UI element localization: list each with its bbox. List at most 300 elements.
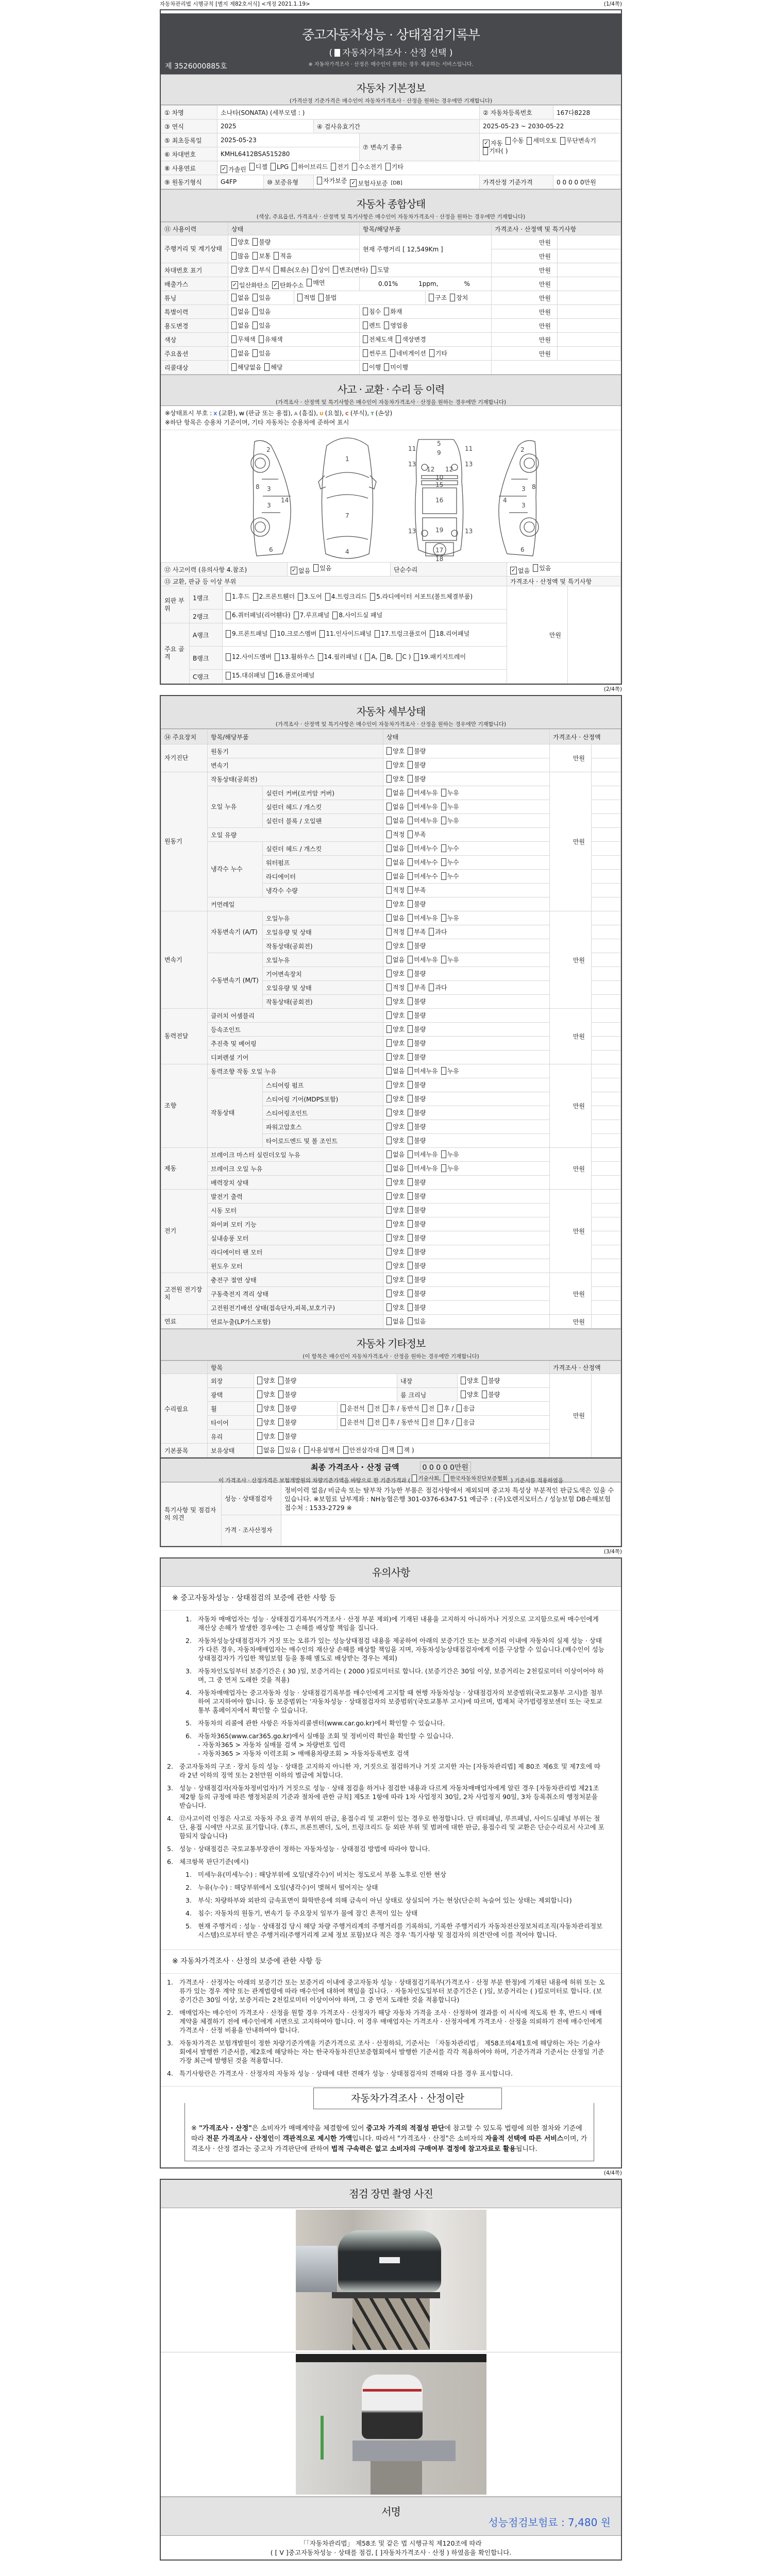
- checkbox-option[interactable]: [386, 997, 405, 1006]
- checkbox-option[interactable]: [231, 335, 256, 344]
- checkbox-icon[interactable]: [226, 672, 231, 680]
- checkbox-option[interactable]: [408, 1219, 426, 1228]
- checkbox-icon[interactable]: [274, 266, 279, 274]
- checkbox-icon[interactable]: [429, 349, 434, 357]
- checkbox-option[interactable]: [257, 1390, 275, 1399]
- checkbox-icon[interactable]: [231, 252, 237, 260]
- checkbox-icon[interactable]: [226, 593, 231, 601]
- checkbox-icon[interactable]: [438, 1418, 443, 1426]
- checkbox-icon[interactable]: [483, 147, 488, 155]
- checkbox-option[interactable]: [441, 844, 459, 853]
- checkbox-icon[interactable]: [292, 163, 297, 171]
- checkbox-icon[interactable]: [294, 612, 299, 619]
- checkbox-option[interactable]: [408, 969, 426, 978]
- checkbox-icon[interactable]: [429, 928, 434, 936]
- checkbox-option[interactable]: [408, 858, 438, 867]
- checkbox-option[interactable]: [343, 1446, 379, 1454]
- note-cell[interactable]: [592, 870, 621, 884]
- checkbox-option[interactable]: [408, 774, 426, 783]
- checkbox-icon[interactable]: [386, 761, 392, 769]
- note-cell[interactable]: [592, 758, 621, 772]
- checkbox-option[interactable]: [278, 1376, 296, 1385]
- checkbox-option[interactable]: [408, 1108, 426, 1117]
- checkbox-icon[interactable]: [441, 1150, 446, 1158]
- checkbox-icon[interactable]: [408, 1178, 413, 1186]
- checkbox-option[interactable]: [461, 1376, 479, 1385]
- note-cell[interactable]: [592, 1050, 621, 1064]
- checkbox-icon[interactable]: [408, 914, 413, 922]
- checkbox-icon[interactable]: [312, 266, 317, 274]
- checkbox-icon[interactable]: [363, 321, 368, 329]
- checkbox-icon[interactable]: [438, 1404, 443, 1412]
- checkbox-icon[interactable]: [386, 1067, 392, 1075]
- note-cell[interactable]: [592, 1037, 621, 1050]
- checkbox-icon[interactable]: [386, 1248, 392, 1256]
- checkbox-option[interactable]: [370, 593, 473, 601]
- checkbox-icon[interactable]: [408, 1025, 413, 1033]
- checkbox-option[interactable]: [408, 997, 426, 1006]
- note-cell[interactable]: [558, 249, 621, 263]
- checkbox-icon[interactable]: [298, 593, 303, 601]
- checkbox-icon[interactable]: [441, 1067, 446, 1075]
- note-cell[interactable]: [592, 911, 621, 925]
- checkbox-icon[interactable]: [278, 1446, 283, 1454]
- checkbox-icon[interactable]: [408, 997, 413, 1005]
- checkbox-icon[interactable]: [386, 1039, 392, 1047]
- checkbox-option[interactable]: [304, 1446, 340, 1454]
- checkbox-icon[interactable]: [386, 1025, 392, 1033]
- checkbox-option[interactable]: [386, 1289, 405, 1298]
- checkbox-option[interactable]: [386, 913, 405, 922]
- checkbox-option[interactable]: [253, 265, 271, 274]
- checkbox-option[interactable]: [363, 307, 381, 316]
- checkbox-option[interactable]: [408, 900, 426, 908]
- checkbox-icon[interactable]: [396, 653, 401, 661]
- checkbox-option[interactable]: [313, 564, 331, 572]
- checkbox-icon[interactable]: [341, 1404, 346, 1412]
- checkbox-option[interactable]: [253, 307, 271, 316]
- checkbox-icon[interactable]: [363, 349, 368, 357]
- checkbox-icon[interactable]: [396, 335, 401, 343]
- note-cell[interactable]: [592, 1217, 621, 1231]
- checkbox-icon[interactable]: [231, 335, 237, 343]
- checkbox-icon[interactable]: [430, 630, 435, 638]
- checkbox-option[interactable]: [386, 1066, 405, 1075]
- note-cell[interactable]: [592, 1078, 621, 1092]
- checkbox-icon[interactable]: [257, 1446, 262, 1454]
- checkbox-option[interactable]: [278, 1432, 296, 1440]
- checkbox-option[interactable]: [386, 1108, 405, 1117]
- note-cell[interactable]: [592, 842, 621, 856]
- checkbox-option[interactable]: [268, 672, 314, 680]
- checkbox-option[interactable]: [386, 802, 405, 811]
- checkbox-icon[interactable]: [386, 1220, 392, 1228]
- checkbox-icon[interactable]: [461, 1377, 466, 1384]
- checkbox-option[interactable]: [506, 137, 524, 145]
- checkbox-icon[interactable]: [408, 817, 413, 824]
- checkbox-icon[interactable]: [278, 1432, 283, 1440]
- note-cell[interactable]: [592, 828, 621, 842]
- note-cell[interactable]: [558, 305, 621, 319]
- note-cell[interactable]: [592, 1190, 621, 1204]
- checkbox-option[interactable]: [441, 913, 459, 922]
- checkbox-icon[interactable]: [408, 1123, 413, 1130]
- checkbox-icon[interactable]: [386, 1178, 392, 1186]
- checkbox-option[interactable]: [363, 321, 381, 330]
- checkbox-option[interactable]: [396, 335, 426, 344]
- checkbox-option[interactable]: [278, 1418, 296, 1427]
- checkbox-option[interactable]: [441, 1164, 459, 1173]
- checkbox-icon[interactable]: [414, 653, 419, 661]
- checkbox-icon[interactable]: [317, 177, 322, 184]
- checkbox-icon[interactable]: [365, 653, 370, 661]
- checkbox-option[interactable]: [384, 321, 408, 330]
- checkbox-icon[interactable]: [383, 1418, 388, 1426]
- note-cell[interactable]: [592, 1315, 621, 1329]
- checkbox-option[interactable]: [386, 983, 405, 992]
- checkbox-option[interactable]: [249, 162, 267, 171]
- checkbox-icon[interactable]: [297, 294, 303, 301]
- checkbox-icon[interactable]: [533, 564, 538, 572]
- checkbox-icon[interactable]: [253, 593, 258, 601]
- note-cell[interactable]: [592, 1204, 621, 1217]
- checkbox-icon[interactable]: [482, 1377, 487, 1384]
- checkbox-icon[interactable]: [386, 872, 392, 880]
- checkbox-icon[interactable]: [341, 1418, 346, 1426]
- checkbox-option[interactable]: [408, 816, 438, 825]
- checkbox-option[interactable]: [482, 1376, 500, 1385]
- checkbox-option[interactable]: [438, 1418, 453, 1427]
- checkbox-icon[interactable]: [370, 593, 375, 601]
- checkbox-option[interactable]: [422, 1418, 434, 1427]
- checkbox-option[interactable]: [386, 1233, 405, 1242]
- checkbox-option[interactable]: [365, 653, 377, 661]
- checkbox-icon[interactable]: [408, 1303, 413, 1311]
- checkbox-option[interactable]: [408, 913, 438, 922]
- checkbox-icon[interactable]: [408, 1276, 413, 1283]
- checkbox-option[interactable]: [408, 1053, 426, 1061]
- checkbox-option[interactable]: [408, 1206, 426, 1214]
- checkbox-icon[interactable]: [408, 858, 413, 866]
- checkbox-option[interactable]: [331, 162, 349, 171]
- note-cell[interactable]: [592, 884, 621, 897]
- checkbox-option[interactable]: [386, 1275, 405, 1284]
- checkbox-icon[interactable]: [408, 1081, 413, 1089]
- checkbox-option[interactable]: [264, 363, 282, 371]
- checkbox-icon[interactable]: [441, 914, 446, 922]
- checkbox-icon[interactable]: [386, 1137, 392, 1144]
- checkbox-option[interactable]: [386, 1303, 405, 1312]
- checkbox-option[interactable]: [363, 363, 381, 371]
- checkbox-icon[interactable]: [332, 612, 338, 619]
- checkbox-icon[interactable]: [408, 1234, 413, 1242]
- checkbox-icon[interactable]: [320, 630, 325, 638]
- checkbox-icon[interactable]: [383, 1404, 388, 1412]
- checkbox-option[interactable]: [408, 1164, 438, 1173]
- checkbox-icon[interactable]: [386, 1081, 392, 1089]
- checkbox-option[interactable]: [341, 1404, 365, 1413]
- checkbox-icon[interactable]: [408, 1011, 413, 1019]
- checkbox-icon[interactable]: [231, 308, 237, 315]
- checkbox-icon[interactable]: [386, 886, 392, 894]
- checkbox-option[interactable]: [386, 1136, 405, 1145]
- checkbox-option[interactable]: [383, 1418, 419, 1427]
- checkbox-option[interactable]: [298, 593, 322, 601]
- checkbox-icon[interactable]: [386, 858, 392, 866]
- checkbox-icon[interactable]: [408, 886, 413, 894]
- checkbox-option[interactable]: [259, 335, 283, 344]
- checkbox-icon[interactable]: [386, 1206, 392, 1214]
- checkbox-option[interactable]: [408, 1317, 426, 1326]
- checkbox-option[interactable]: [292, 162, 328, 171]
- checkbox-option[interactable]: [414, 653, 466, 661]
- checkbox-icon[interactable]: [268, 672, 274, 680]
- checkbox-icon[interactable]: [386, 775, 392, 783]
- checkbox-icon[interactable]: [527, 137, 532, 145]
- note-cell[interactable]: [592, 1259, 621, 1273]
- checkbox-option[interactable]: [386, 844, 405, 853]
- checkbox-icon[interactable]: [408, 1095, 413, 1103]
- checkbox-option[interactable]: [386, 1317, 405, 1326]
- checkbox-option[interactable]: [408, 1192, 426, 1200]
- checkbox-option[interactable]: [408, 802, 438, 811]
- checkbox-icon[interactable]: [386, 1276, 392, 1283]
- checkbox-icon[interactable]: [386, 844, 392, 852]
- checkbox-option[interactable]: [274, 265, 309, 274]
- checkbox-option[interactable]: [231, 307, 249, 316]
- checked-box-icon[interactable]: ✓: [221, 165, 227, 172]
- checkbox-icon[interactable]: [408, 1067, 413, 1075]
- checkbox-option[interactable]: [386, 1192, 405, 1200]
- checkbox-option[interactable]: [386, 1039, 405, 1047]
- note-cell[interactable]: [592, 1009, 621, 1023]
- note-cell[interactable]: [592, 1162, 621, 1176]
- note-cell[interactable]: [592, 939, 621, 953]
- checkbox-option[interactable]: [386, 760, 405, 769]
- checkbox-option[interactable]: [408, 1122, 426, 1131]
- checkbox-icon[interactable]: [325, 593, 330, 601]
- checkbox-option[interactable]: [271, 163, 289, 171]
- checkbox-icon[interactable]: [386, 1011, 392, 1019]
- checkbox-icon[interactable]: [253, 266, 258, 274]
- checkbox-icon[interactable]: [271, 630, 276, 638]
- checkbox-option[interactable]: [368, 1404, 380, 1413]
- checkbox-option[interactable]: [231, 265, 249, 274]
- checkbox-icon[interactable]: [371, 266, 376, 274]
- checkbox-option[interactable]: [231, 293, 249, 302]
- checkbox-icon[interactable]: [386, 942, 392, 950]
- checkbox-icon[interactable]: [352, 163, 357, 171]
- checkbox-option[interactable]: [386, 1261, 405, 1270]
- checkbox-option[interactable]: [457, 1404, 475, 1413]
- checkbox-icon[interactable]: [318, 294, 324, 301]
- checkbox-icon[interactable]: [253, 321, 258, 329]
- checkbox-option[interactable]: [253, 349, 271, 358]
- checkbox-icon[interactable]: [461, 1391, 466, 1398]
- note-cell[interactable]: [592, 1176, 621, 1190]
- checkbox-icon[interactable]: [386, 803, 392, 810]
- note-cell[interactable]: [592, 1148, 621, 1162]
- checkbox-option[interactable]: [363, 349, 387, 358]
- note-cell[interactable]: [592, 1064, 621, 1078]
- note-cell[interactable]: [592, 1231, 621, 1245]
- checkbox-option[interactable]: [457, 1418, 475, 1427]
- checkbox-option[interactable]: [278, 1390, 296, 1399]
- checkbox-icon[interactable]: [412, 1475, 417, 1482]
- checkbox-icon[interactable]: [408, 803, 413, 810]
- checkbox-option[interactable]: [408, 760, 426, 769]
- checkbox-option[interactable]: [412, 1475, 441, 1482]
- checkbox-icon[interactable]: [408, 844, 413, 852]
- checkbox-option[interactable]: [408, 747, 426, 755]
- checkbox-option[interactable]: [386, 872, 405, 880]
- checkbox-option[interactable]: [380, 653, 393, 661]
- checkbox-icon[interactable]: [386, 1262, 392, 1269]
- checkbox-option[interactable]: [226, 672, 265, 680]
- checkbox-option[interactable]: [438, 1404, 453, 1413]
- checkbox-option[interactable]: [430, 630, 469, 638]
- checkbox-icon[interactable]: [408, 928, 413, 936]
- checkbox-option[interactable]: [278, 1446, 301, 1454]
- checkbox-option[interactable]: [231, 238, 249, 246]
- checkbox-icon[interactable]: [441, 817, 446, 824]
- checkbox-icon[interactable]: [278, 1391, 283, 1398]
- note-cell[interactable]: [558, 263, 621, 277]
- checkbox-option[interactable]: [441, 788, 459, 797]
- checkbox-option[interactable]: [390, 349, 426, 358]
- checkbox-option[interactable]: [429, 927, 447, 936]
- checkbox-icon[interactable]: [441, 858, 446, 866]
- checkbox-option[interactable]: [253, 293, 271, 302]
- checkbox-option[interactable]: [386, 1080, 405, 1089]
- checkbox-option[interactable]: [408, 955, 438, 964]
- checkbox-icon[interactable]: [408, 1290, 413, 1297]
- note-cell[interactable]: [558, 319, 621, 333]
- note-cell[interactable]: [592, 800, 621, 814]
- checkbox-icon[interactable]: [253, 308, 258, 315]
- checked-box-icon[interactable]: ✓: [291, 567, 297, 573]
- checkbox-icon[interactable]: [257, 1432, 262, 1440]
- checkbox-icon[interactable]: [271, 163, 276, 171]
- checked-box-icon[interactable]: ✓: [483, 140, 489, 146]
- checkbox-option[interactable]: [386, 1178, 405, 1187]
- checkbox-icon[interactable]: [386, 831, 392, 838]
- checkbox-option[interactable]: [408, 1247, 426, 1256]
- checkbox-icon[interactable]: [386, 747, 392, 755]
- checkbox-option[interactable]: [271, 630, 316, 638]
- checkbox-icon[interactable]: [226, 653, 231, 661]
- checkbox-icon[interactable]: [253, 294, 258, 301]
- checkbox-option[interactable]: [253, 238, 271, 246]
- checkbox-icon[interactable]: [386, 1317, 392, 1325]
- checkbox-option[interactable]: [408, 1261, 426, 1270]
- checkbox-option[interactable]: [272, 281, 304, 290]
- checkbox-option[interactable]: [408, 1178, 426, 1187]
- checkbox-option[interactable]: [408, 1289, 426, 1298]
- checkbox-icon[interactable]: [257, 1377, 262, 1384]
- note-cell[interactable]: [592, 1245, 621, 1259]
- checkbox-option[interactable]: [221, 165, 246, 174]
- checkbox-option[interactable]: [318, 653, 362, 661]
- checkbox-option[interactable]: [386, 1011, 405, 1020]
- checkbox-icon[interactable]: [231, 294, 237, 301]
- checkbox-option[interactable]: [444, 1475, 508, 1482]
- checkbox-icon[interactable]: [408, 872, 413, 880]
- checkbox-option[interactable]: [408, 1275, 426, 1284]
- checkbox-icon[interactable]: [307, 279, 312, 286]
- checkbox-icon[interactable]: [408, 1039, 413, 1047]
- checkbox-option[interactable]: [386, 1053, 405, 1061]
- checkbox-icon[interactable]: [408, 956, 413, 963]
- checkbox-option[interactable]: [408, 1011, 426, 1020]
- note-cell[interactable]: [592, 744, 621, 758]
- checkbox-option[interactable]: [386, 1094, 405, 1103]
- checkbox-option[interactable]: [257, 1432, 275, 1440]
- checkbox-icon[interactable]: [441, 872, 446, 880]
- checkbox-option[interactable]: [384, 363, 408, 371]
- checkbox-option[interactable]: [386, 1122, 405, 1131]
- checkbox-option[interactable]: [350, 179, 388, 188]
- checkbox-icon[interactable]: [382, 1446, 388, 1454]
- checkbox-option[interactable]: [386, 858, 405, 867]
- checkbox-icon[interactable]: [441, 789, 446, 796]
- checkbox-option[interactable]: [320, 630, 372, 638]
- checkbox-option[interactable]: [408, 886, 426, 894]
- checkbox-option[interactable]: [312, 265, 330, 274]
- checkbox-icon[interactable]: [408, 942, 413, 950]
- checkbox-icon[interactable]: [363, 308, 368, 315]
- note-cell[interactable]: [558, 277, 621, 291]
- checkbox-option[interactable]: [429, 293, 447, 302]
- checkbox-icon[interactable]: [408, 1164, 413, 1172]
- checkbox-icon[interactable]: [386, 1095, 392, 1103]
- checkbox-option[interactable]: [231, 281, 269, 290]
- checkbox-option[interactable]: [386, 955, 405, 964]
- checkbox-option[interactable]: [386, 774, 405, 783]
- checkbox-icon[interactable]: [408, 789, 413, 796]
- checkbox-icon[interactable]: [368, 1418, 373, 1426]
- checkbox-option[interactable]: [408, 1094, 426, 1103]
- note-cell[interactable]: [592, 897, 621, 911]
- checkbox-icon[interactable]: [386, 817, 392, 824]
- checkbox-icon[interactable]: [422, 1404, 427, 1412]
- checkbox-option[interactable]: [408, 941, 426, 950]
- note-cell[interactable]: [558, 291, 621, 305]
- checkbox-option[interactable]: [408, 1136, 426, 1145]
- note-cell[interactable]: [592, 814, 621, 828]
- checkbox-icon[interactable]: [482, 1391, 487, 1398]
- note-cell[interactable]: [592, 1023, 621, 1037]
- note-cell[interactable]: [592, 772, 621, 786]
- checkbox-icon[interactable]: [457, 1418, 462, 1426]
- checkbox-option[interactable]: [385, 162, 404, 171]
- checkbox-option[interactable]: [231, 349, 249, 358]
- checkbox-option[interactable]: [332, 612, 382, 619]
- checkbox-option[interactable]: [408, 927, 426, 936]
- checkbox-icon[interactable]: [333, 266, 338, 274]
- checkbox-icon[interactable]: [278, 1418, 283, 1426]
- checkbox-option[interactable]: [386, 816, 405, 825]
- checkbox-icon[interactable]: [444, 1475, 449, 1482]
- checkbox-option[interactable]: [386, 1219, 405, 1228]
- checkbox-option[interactable]: [408, 872, 438, 880]
- checkbox-icon[interactable]: [231, 266, 237, 274]
- checkbox-icon[interactable]: [560, 137, 565, 145]
- checkbox-icon[interactable]: [408, 984, 413, 991]
- checkbox-icon[interactable]: [386, 900, 392, 908]
- note-cell[interactable]: [592, 1134, 621, 1148]
- checkbox-icon[interactable]: [408, 1137, 413, 1144]
